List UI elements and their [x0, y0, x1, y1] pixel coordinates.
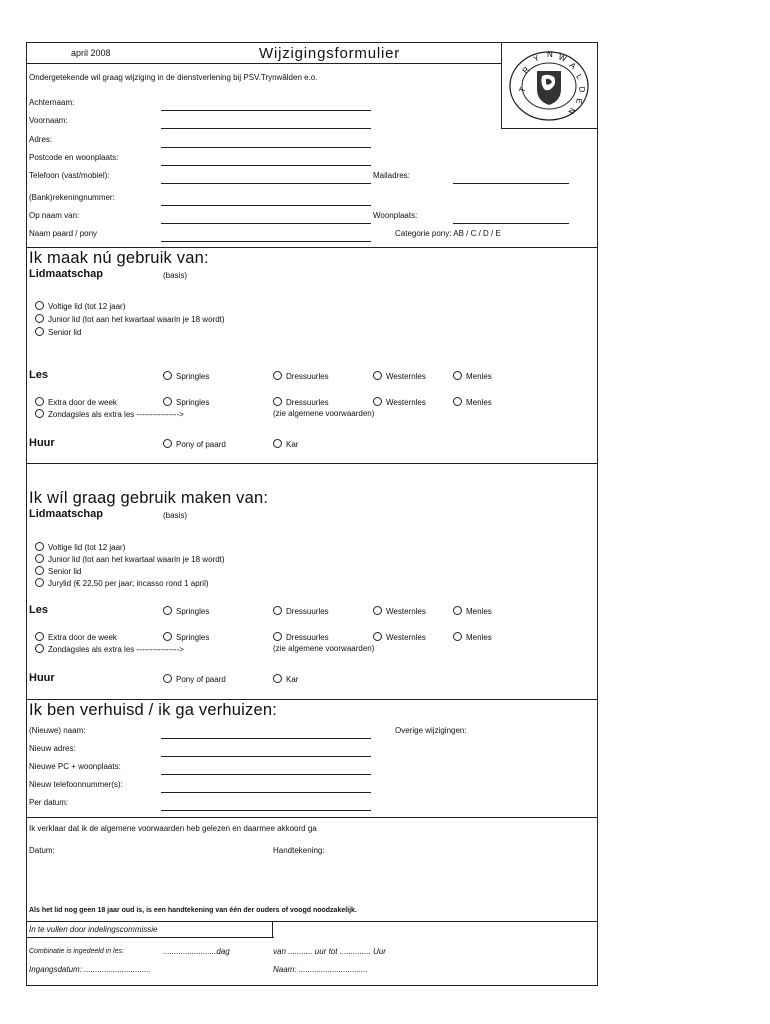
radio-icon	[35, 301, 44, 310]
mailadres-field[interactable]	[453, 171, 569, 184]
label-datum: Datum:	[29, 846, 55, 855]
svg-text:D: D	[577, 85, 587, 94]
radio-icon	[273, 397, 282, 406]
svg-text:N: N	[547, 50, 553, 59]
nieuw-tel-field[interactable]	[161, 780, 371, 793]
now-lidmaatschap: Lidmaatschap	[29, 268, 103, 280]
now-extra-menles[interactable]: Menles	[453, 397, 492, 407]
section-divider	[27, 699, 597, 700]
label-nieuwe-naam: (Nieuwe) naam:	[29, 726, 86, 735]
commission-box-edge	[272, 921, 273, 937]
commission-van-tot: van ........... uur tot .............. Uur	[273, 947, 386, 956]
label-woonplaats: Woonplaats:	[373, 211, 418, 220]
now-option-voltige[interactable]: Voltige lid (tot 12 jaar)	[35, 301, 125, 311]
radio-icon	[35, 327, 44, 336]
label-handtekening: Handtekening:	[273, 846, 325, 855]
now-huur-pony[interactable]: Pony of paard	[163, 439, 226, 449]
logo-box	[501, 43, 597, 129]
form-title: Wijzigingsformulier	[259, 45, 401, 62]
radio-icon	[35, 632, 44, 641]
want-extra[interactable]: Extra door de week	[35, 632, 117, 642]
now-extra-westernles[interactable]: Westernles	[373, 397, 426, 407]
label-rekening: (Bank)rekeningnummer:	[29, 193, 115, 202]
now-dressuurles[interactable]: Dressuurles	[273, 371, 329, 381]
now-zondag[interactable]: Zondagsles als extra les ---------------->	[35, 409, 184, 419]
intro-text: Ondergetekende wil graag wijziging in de dienstverlening bij PSV.Trynwâlden e.o.	[29, 73, 318, 82]
radio-icon	[273, 674, 282, 683]
want-extra-dressuurles[interactable]: Dressuurles	[273, 632, 329, 642]
radio-icon	[163, 606, 172, 615]
now-basis: (basis)	[163, 271, 188, 280]
radio-icon	[273, 606, 282, 615]
radio-icon	[373, 606, 382, 615]
radio-icon	[35, 554, 44, 563]
commission-dag: ........................dag	[163, 947, 230, 956]
nieuwe-pc-field[interactable]	[161, 762, 371, 775]
radio-icon	[453, 397, 462, 406]
now-menles[interactable]: Menles	[453, 371, 492, 381]
label-achternaam: Achternaam:	[29, 98, 75, 107]
svg-text:W: W	[557, 52, 568, 64]
want-huur: Huur	[29, 672, 55, 684]
want-voorwaarden: (zie algemene voorwaarden)	[273, 644, 375, 653]
want-les: Les	[29, 604, 48, 616]
radio-icon	[35, 314, 44, 323]
club-logo-icon	[502, 43, 596, 127]
svg-text:L: L	[574, 72, 585, 81]
label-voornaam: Voornaam:	[29, 116, 68, 125]
woonplaats-field[interactable]	[453, 211, 569, 224]
label-nieuw-adres: Nieuw adres:	[29, 744, 76, 753]
want-basis: (basis)	[163, 511, 188, 520]
radio-icon	[273, 632, 282, 641]
radio-icon	[453, 632, 462, 641]
want-option-jurylid[interactable]: Jurylid (€ 22,50 per jaar; incasso rond 1 april)	[35, 578, 209, 588]
radio-icon	[163, 674, 172, 683]
section-divider	[27, 463, 597, 464]
svg-text:E: E	[574, 97, 584, 105]
radio-icon	[35, 542, 44, 551]
radio-icon	[35, 397, 44, 406]
svg-text:A: A	[567, 60, 578, 71]
paard-field[interactable]	[161, 229, 371, 242]
heading-now: Ik maak nú gebruik van:	[29, 249, 209, 267]
want-dressuurles[interactable]: Dressuurles	[273, 606, 329, 616]
now-voorwaarden: (zie algemene voorwaarden)	[273, 409, 375, 418]
radio-icon	[35, 566, 44, 575]
adres-field[interactable]	[161, 135, 371, 148]
radio-icon	[163, 439, 172, 448]
svg-text:N: N	[566, 106, 578, 116]
svg-text:R: R	[520, 65, 532, 76]
label-overige: Overige wijzigingen:	[395, 726, 467, 735]
radio-icon	[273, 371, 282, 380]
want-menles[interactable]: Menles	[453, 606, 492, 616]
commission-combinatie: Combinatie is ingedeeld in les:	[29, 948, 124, 955]
form-date: april 2008	[71, 48, 111, 58]
want-huur-kar[interactable]: Kar	[273, 674, 298, 684]
label-telefoon: Telefoon (vast/mobiel):	[29, 171, 110, 180]
radio-icon	[35, 409, 44, 418]
radio-icon	[163, 632, 172, 641]
want-springles[interactable]: Springles	[163, 606, 209, 616]
label-mailadres: Mailadres:	[373, 171, 410, 180]
opnaam-field[interactable]	[161, 211, 371, 224]
now-extra-springles[interactable]: Springles	[163, 397, 209, 407]
telefoon-field[interactable]	[161, 171, 371, 184]
section-divider	[27, 921, 597, 922]
want-westernles[interactable]: Westernles	[373, 606, 426, 616]
want-extra-springles[interactable]: Springles	[163, 632, 209, 642]
radio-icon	[35, 644, 44, 653]
declaration-text: Ik verklaar dat ik de algemene voorwaarden heb gelezen en daarmee akkoord ga	[29, 824, 317, 833]
commission-ingangsdatum: Ingangsdatum: ..............................	[29, 965, 151, 974]
now-extra-dressuurles[interactable]: Dressuurles	[273, 397, 329, 407]
now-extra[interactable]: Extra door de week	[35, 397, 117, 407]
now-springles[interactable]: Springles	[163, 371, 209, 381]
svg-text:T: T	[517, 86, 528, 94]
radio-icon	[35, 578, 44, 587]
now-huur-kar[interactable]: Kar	[273, 439, 298, 449]
header-divider	[27, 63, 501, 64]
label-paard: Naam paard / pony	[29, 229, 98, 238]
label-opnaam: Op naam van:	[29, 211, 80, 220]
want-option-junior[interactable]: Junior lid (tot aan het kwartaal waarin je 18 wordt)	[35, 554, 225, 564]
postcode-field[interactable]	[161, 153, 371, 166]
now-option-junior[interactable]: Junior lid (tot aan het kwartaal waarin je 18 wordt)	[35, 314, 225, 324]
svg-text:Y: Y	[532, 53, 541, 64]
want-zondag[interactable]: Zondagsles als extra les ---------------->	[35, 644, 184, 654]
radio-icon	[453, 371, 462, 380]
heading-want: Ik wíl graag gebruik maken van:	[29, 489, 269, 507]
label-nieuwe-pc: Nieuwe PC + woonplaats:	[29, 762, 121, 771]
commission-title-underline	[27, 937, 274, 938]
want-lidmaatschap: Lidmaatschap	[29, 508, 103, 520]
categorie-pony: Categorie pony: AB / C / D / E	[395, 229, 501, 238]
radio-icon	[373, 397, 382, 406]
commission-naam: Naam: ...............................	[273, 965, 368, 974]
heading-move: Ik ben verhuisd / ik ga verhuizen:	[29, 701, 278, 719]
radio-icon	[453, 606, 462, 615]
commission-title: In te vullen door indelingscommissie	[29, 925, 158, 934]
now-huur: Huur	[29, 437, 55, 449]
form-page	[26, 42, 598, 986]
now-option-senior[interactable]: Senior lid	[35, 327, 81, 337]
achternaam-field[interactable]	[161, 98, 371, 111]
section-divider	[27, 817, 597, 818]
radio-icon	[163, 371, 172, 380]
parent-signature-note: Als het lid nog geen 18 jaar oud is, is een handtekening van één der ouders of voogd noodzakelijk.	[29, 907, 357, 914]
want-extra-westernles[interactable]: Westernles	[373, 632, 426, 642]
voornaam-field[interactable]	[161, 116, 371, 129]
now-westernles[interactable]: Westernles	[373, 371, 426, 381]
radio-icon	[273, 439, 282, 448]
label-adres: Adres:	[29, 135, 53, 144]
per-datum-field[interactable]	[161, 798, 371, 811]
section-divider	[27, 247, 597, 248]
now-les: Les	[29, 369, 48, 381]
want-extra-menles[interactable]: Menles	[453, 632, 492, 642]
nieuw-adres-field[interactable]	[161, 744, 371, 757]
label-nieuw-tel: Nieuw telefoonnummer(s):	[29, 780, 123, 789]
label-postcode: Postcode en woonplaats:	[29, 153, 119, 162]
radio-icon	[373, 371, 382, 380]
nieuwe-naam-field[interactable]	[161, 726, 371, 739]
radio-icon	[373, 632, 382, 641]
want-huur-pony[interactable]: Pony of paard	[163, 674, 226, 684]
radio-icon	[163, 397, 172, 406]
rekening-field[interactable]	[161, 193, 371, 206]
want-option-voltige[interactable]: Voltige lid (tot 12 jaar)	[35, 542, 125, 552]
want-option-senior[interactable]: Senior lid	[35, 566, 81, 576]
label-per-datum: Per datum:	[29, 798, 69, 807]
